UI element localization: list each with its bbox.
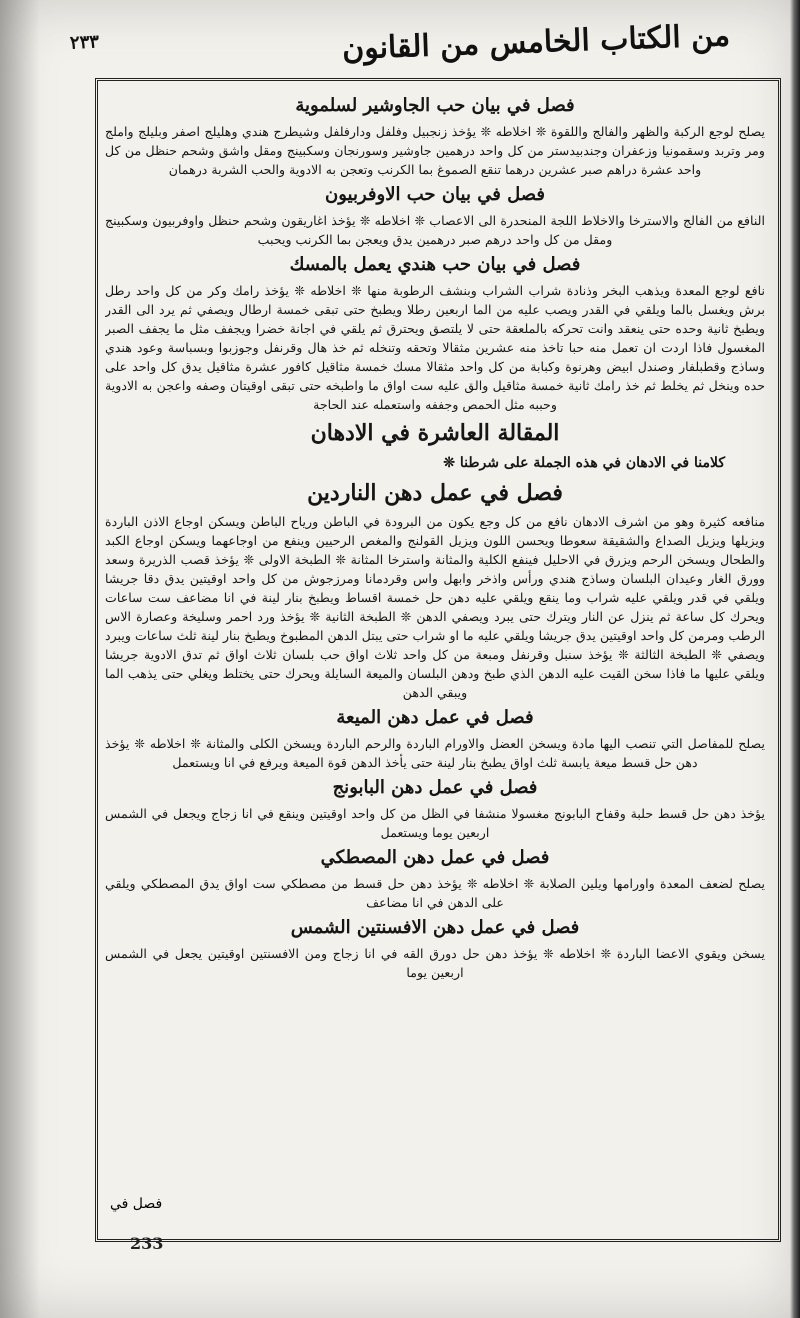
chapter-subtitle: كلامنا في الادهان في هذه الجملة على شرطنا ❊ [443, 455, 725, 471]
chapter [105, 418, 765, 474]
section [105, 253, 765, 414]
catchword: فصل في [110, 1196, 163, 1212]
section-title: فصل في بيان حب هندي يعمل بالمسك [289, 254, 581, 275]
page-number-top: ٢٣٣ [69, 30, 100, 54]
section [105, 916, 765, 982]
section-title: فصل في عمل دهن البابونج [332, 777, 538, 798]
section-body: نافع لوجع المعدة ويذهب البخر وذنادة شراب الشراب وبنشف الرطوبة منها ❊ اخلاطه ❊ يؤخذ رامك وكر من كل واحد رطل برش ويغسل بالما ويلقي في القدر ويصب عليه من الما اربعين رطلا ويطبخ حتى تبقى خمسة ارطال ويصفي ثم يرد الى القدر ويطبخ ثانية وحده حتى ينعقد وانت تحركه بالملعقة حتى لا يلتصق ويحترق ثم يلقي في اجانة خضرا ويجفف مثل ما يجفف الصبر المغسول فاذا اردت ان تعمل منه حبا تاخذ منه عشرين مثقالا وتحقه وتنخله ثم خذ هال وقرنفل وجوزبوا وبسباسة وعود هندي وساذج وقطبلفار وصندل ابيض وهرنوة وكبابة من كل واحد مثقالا مسك خمسة مثاقيل كافور عشرة مثاقيل يدق كل واحد على حده وينخل ثم يخلط ثم خذ رامك ثانية خمسة مثاقيل والق عليه ست اواق ما واطبخه حتى تبقى اوقيتان وصفه واعجن به الادوية وحببه مثل الحمص وجففه واستعمله عند الحاجة [105, 283, 765, 412]
page-header [70, 18, 770, 66]
section-title: فصل في عمل دهن الناردين [307, 480, 563, 506]
section-body: يسخن ويقوي الاعضا الباردة ❊ اخلاطه ❊ يؤخذ دهن حل دورق القه في انا زجاج ومن الافسنتين اوقيتين يجعل في الشمس اربعين يوما [105, 946, 765, 980]
section [105, 846, 765, 912]
section [105, 94, 765, 179]
chapter-title: المقالة العاشرة في الادهان [310, 420, 560, 446]
section-body: النافع من الفالج والاسترخا والاخلاط اللجة المنحدرة الى الاعصاب ❊ اخلاطه ❊ يؤخذ اغاريقون وشحم حنظل واوفربيون وسكبينج ومقل من كل واحد درهم صبر درهمين يدق ويعجن بما الكرنب ويحبب [105, 213, 765, 247]
section [105, 478, 765, 702]
section [105, 183, 765, 249]
section-body: يصلح لضعف المعدة واورامها ويلين الصلابة ❊ اخلاطه ❊ يؤخذ دهن حل قسط من مصطكي ست اواق يدق المصطكي ويلقي على الدهن في انا مضاعف [105, 876, 765, 910]
section-title: فصل في عمل دهن الميعة [336, 707, 534, 728]
section [105, 776, 765, 842]
section [105, 706, 765, 772]
section-title: فصل في بيان حب الاوفربيون [325, 184, 545, 205]
section-title: فصل في عمل دهن الافسنتين الشمس [290, 917, 580, 938]
section-title: فصل في بيان حب الجاوشير لسلموية [295, 95, 575, 116]
section-body: يصلح للمفاصل التي تنصب اليها مادة ويسخن العضل والاورام الباردة والرحم الباردة ويسخن الكلى والمثانة ❊ اخلاطه ❊ يؤخذ دهن حل قسط ميعة يابسة ثلث اواق يطبخ بنار لينة حتى يأخذ الدهن قوة الميعة ويرفع في انا ويستعمل [105, 736, 765, 770]
section-title: فصل في عمل دهن المصطكي [320, 847, 550, 868]
page-shadow-left [0, 0, 40, 1318]
page-number-bottom: 233 [130, 1234, 164, 1253]
binding-gutter [790, 0, 800, 1318]
section-body: يصلح لوجع الركبة والظهر والفالج واللقوة ❊ اخلاطه ❊ يؤخذ زنجبيل وفلفل ودارفلفل وشيطرج هندي وهليلج اصفر وبليلج واملج ومر وتربد وسقمونيا وزعفران وجندبيدستر من كل واحد درهمين جاوشير وسورنجان وسكبينج ومقل واشق وشحم حنظل من كل واحد عشرة دراهم صبر عشرين درهما تنقع الصموغ بما الكرنب وتعجن به الادوية والحب الشربة درهمان [105, 124, 765, 177]
section-body: منافعه كثيرة وهو من اشرف الادهان نافع من كل وجع يكون من البرودة في الباطن ورياح الباطن ويسكن اوجاع الاذن الباردة ويزيلها ويزيل الصداع والشقيقة سعوطا ويحسن اللون ويزيل القولنج والمغص الرحيين وينفع من اوجاعهما ويسكن اوجاع الكبد والطحال ويسخن الرحم ويزرق في الاحليل فينفع الكلية والمثانة واسترخا المثانة ❊ الطبخة الاولى ❊ يؤخذ قصب الذريرة وسعد وورق الغار وعيدان البلسان وساذج هندي ورأس واذخر وابهل واس وقردمانا ومرزجوش من كل واحد اوقيتين يدق دقا جريشا ويلقي في قدر ويلقي عليه شراب وما ينقع ويلقي عليه دهن حل خمسة اقساط ويطبخ بنار لينة في انا مضاعف ست ساعات ويحرك كل ساعة ثم ينزل عن النار ويترك حتى يبرد ويصفي الدهن ❊ الطبخة الثانية ❊ يؤخذ ورد احمر وسليخة وعصارة الاس الرطب ومرمن كل واحد اوقيتين يدق جريشا ويلقي عليه ما او شراب حتى يبتل الدهن المطبوخ ويطبخ بنار لينة ثلث ساعات ويبرد ويصفي ❊ الطبخة الثالثة ❊ يؤخذ سنبل وقرنفل ومبعة من كل واحد ثلاث اواق حب بلسان ثلاث اواق ثم تدق الادوية جريشا ويلقي عليها ما فاذا سخن القيت عليه الدهن الذي طبخ ودهن البلسان والميعة السايلة ويحرك حتى يختلط ويغلي حتى يذهب الما ويبقي الدهن [105, 514, 765, 700]
main-text [105, 90, 765, 1230]
section-body: يؤخذ دهن حل قسط حلبة وقفاح البابونج مغسولا منشفا في الظل من كل واحد اوقيتين وينقع في انا زجاج ويجعل في الشمس اربعين يوما ويستعمل [105, 806, 765, 840]
running-head: من الكتاب الخامس من القانون [341, 17, 731, 67]
